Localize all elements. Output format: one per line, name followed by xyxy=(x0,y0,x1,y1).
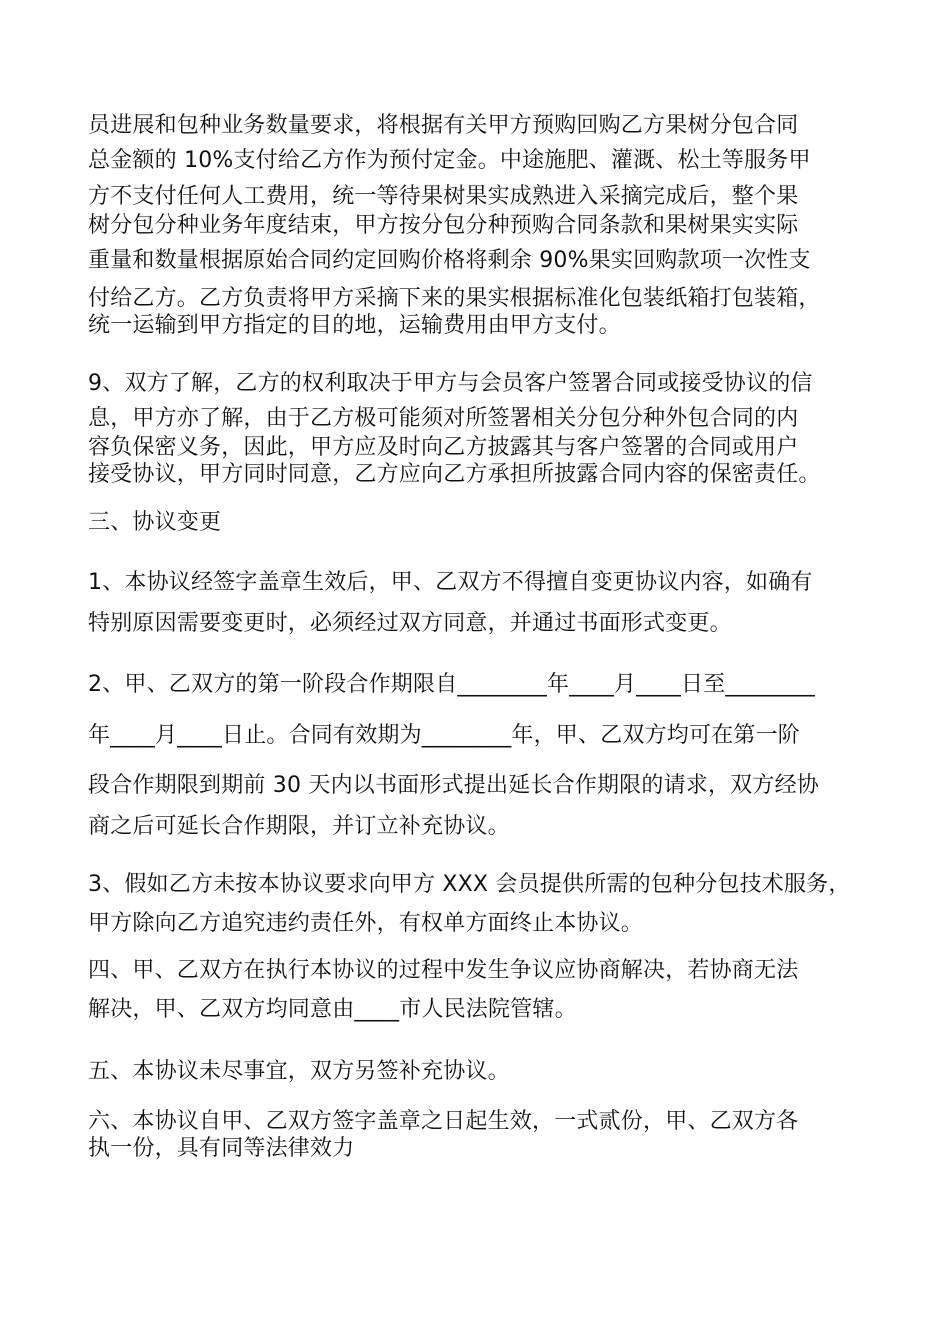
text-line: 商之后可延长合作期限，并订立补充协议。 xyxy=(88,814,510,839)
text-line: 解决，甲、乙双方均同意由____市人民法院管辖。 xyxy=(88,997,577,1022)
text-line: 员进展和包种业务数量要求，将根据有关甲方预购回购乙方果树分包合同 xyxy=(88,113,799,138)
text-line: 接受协议，甲方同时同意，乙方应向乙方承担所披露合同内容的保密责任。 xyxy=(88,462,821,487)
text-line: 方不支付任何人工费用，统一等待果树果实成熟进入采摘完成后，整个果 xyxy=(88,184,799,209)
text-line: 年____月____日止。合同有效期为________年，甲、乙双方均可在第一阶 xyxy=(88,723,801,748)
text-line: 段合作期限到期前 30 天内以书面形式提出延长合作期限的请求，双方经协 xyxy=(88,773,819,798)
text-line: 执一份，具有同等法律效力 xyxy=(88,1136,355,1161)
text-line: 特别原因需要变更时，必须经过双方同意，并通过书面形式变更。 xyxy=(88,611,732,636)
text-line: 重量和数量根据原始合同约定回购价格将剩余 90%果实回购款项一次性支 xyxy=(88,248,811,273)
text-line: 总金额的 10%支付给乙方作为预付定金。中途施肥、灌溉、松土等服务甲 xyxy=(88,148,811,173)
text-line: 统一运输到甲方指定的目的地，运输费用由甲方支付。 xyxy=(88,313,621,338)
text-line: 1、本协议经签字盖章生效后，甲、乙双方不得擅自变更协议内容，如确有 xyxy=(88,570,813,595)
text-line: 9、双方了解，乙方的权利取决于甲方与会员客户签署合同或接受协议的信 xyxy=(88,371,813,396)
text-line: 3、假如乙方未按本协议要求向甲方 XXX 会员提供所需的包种分包技术服务， xyxy=(88,872,851,897)
text-line: 甲方除向乙方追究违约责任外，有权单方面终止本协议。 xyxy=(88,911,644,936)
section-heading: 六、本协议自甲、乙双方签字盖章之日起生效，一式贰份，甲、乙双方各 xyxy=(88,1109,799,1134)
section-heading: 四、甲、乙双方在执行本协议的过程中发生争议应协商解决，若协商无法 xyxy=(88,958,799,983)
text-line: 容负保密义务，因此，甲方应及时向乙方披露其与客户签署的合同或用户 xyxy=(88,435,799,460)
text-line: 息，甲方亦了解，由于乙方极可能须对所签署相关分包分种外包合同的内 xyxy=(88,406,799,431)
text-line: 树分包分种业务年度结束，甲方按分包分种预购合同条款和果树果实实际 xyxy=(88,213,799,238)
text-line: 付给乙方。乙方负责将甲方采摘下来的果实根据标准化包装纸箱打包装箱， xyxy=(88,286,821,311)
text-line: 2、甲、乙双方的第一阶段合作期限自________年____月____日至________ xyxy=(88,672,815,697)
section-heading: 三、协议变更 xyxy=(88,510,222,535)
section-heading: 五、本协议未尽事宜，双方另签补充协议。 xyxy=(88,1059,510,1084)
